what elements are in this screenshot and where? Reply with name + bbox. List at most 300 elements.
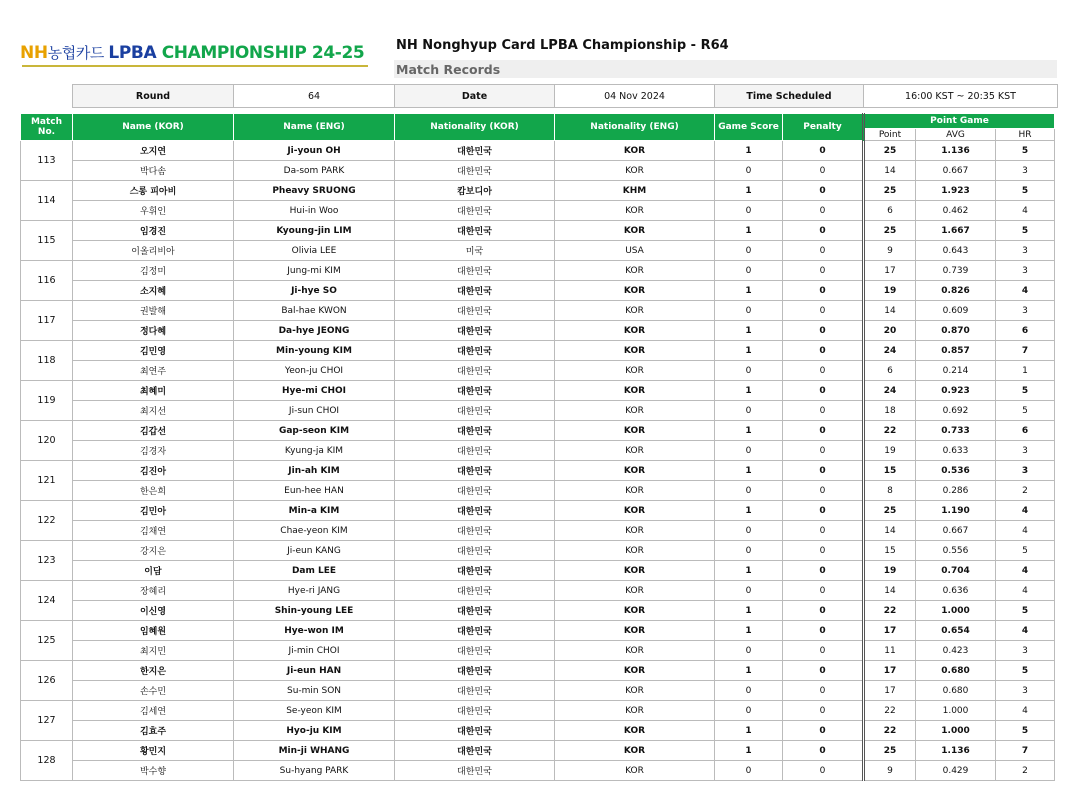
game-score: 1 xyxy=(715,181,783,201)
point: 15 xyxy=(864,461,916,481)
nationality-eng: KOR xyxy=(555,721,715,741)
table-row xyxy=(21,401,1055,421)
point: 20 xyxy=(864,321,916,341)
table-row xyxy=(21,541,1055,561)
penalty: 0 xyxy=(783,261,864,281)
penalty: 0 xyxy=(783,321,864,341)
player-name-kor: 박수향 xyxy=(73,761,234,781)
nationality-eng: KOR xyxy=(555,381,715,401)
penalty: 0 xyxy=(783,661,864,681)
point: 14 xyxy=(864,161,916,181)
player-name-eng: Gap-seon KIM xyxy=(234,421,395,441)
player-name-eng: Ji-sun CHOI xyxy=(234,401,395,421)
point: 17 xyxy=(864,261,916,281)
table-row xyxy=(21,161,1055,181)
nationality-kor: 대한민국 xyxy=(395,221,555,241)
player-name-eng: Dam LEE xyxy=(234,561,395,581)
col-hr: HR xyxy=(996,129,1055,141)
table-row xyxy=(21,321,1055,341)
high-run: 4 xyxy=(996,281,1055,301)
nationality-eng: KOR xyxy=(555,141,715,161)
player-name-kor: 오지연 xyxy=(73,141,234,161)
game-score: 0 xyxy=(715,681,783,701)
penalty: 0 xyxy=(783,361,864,381)
player-name-eng: Da-som PARK xyxy=(234,161,395,181)
match-rows xyxy=(21,141,1055,781)
nationality-eng: KHM xyxy=(555,181,715,201)
nationality-kor: 캄보디아 xyxy=(395,181,555,201)
player-name-kor: 김진아 xyxy=(73,461,234,481)
high-run: 2 xyxy=(996,761,1055,781)
nationality-kor: 대한민국 xyxy=(395,501,555,521)
nationality-kor: 대한민국 xyxy=(395,401,555,421)
match-number: 124 xyxy=(21,581,73,621)
player-name-eng: Ji-eun KANG xyxy=(234,541,395,561)
player-name-eng: Kyoung-jin LIM xyxy=(234,221,395,241)
penalty: 0 xyxy=(783,401,864,421)
player-name-kor: 이담 xyxy=(73,561,234,581)
nationality-kor: 대한민국 xyxy=(395,481,555,501)
nationality-eng: KOR xyxy=(555,741,715,761)
game-score: 0 xyxy=(715,441,783,461)
penalty: 0 xyxy=(783,341,864,361)
penalty: 0 xyxy=(783,141,864,161)
game-score: 1 xyxy=(715,341,783,361)
nationality-eng: KOR xyxy=(555,541,715,561)
high-run: 4 xyxy=(996,561,1055,581)
high-run: 3 xyxy=(996,161,1055,181)
nationality-eng: KOR xyxy=(555,521,715,541)
table-row xyxy=(21,241,1055,261)
high-run: 5 xyxy=(996,601,1055,621)
match-number: 127 xyxy=(21,701,73,741)
avg: 0.636 xyxy=(916,581,996,601)
match-number: 120 xyxy=(21,421,73,461)
match-number: 126 xyxy=(21,661,73,701)
nationality-kor: 대한민국 xyxy=(395,341,555,361)
nationality-eng: KOR xyxy=(555,661,715,681)
game-score: 0 xyxy=(715,581,783,601)
nationality-kor: 대한민국 xyxy=(395,621,555,641)
nationality-kor: 대한민국 xyxy=(395,761,555,781)
table-row xyxy=(21,521,1055,541)
round-label: Round xyxy=(73,85,234,108)
point: 6 xyxy=(864,361,916,381)
table-row xyxy=(21,181,1055,201)
point: 17 xyxy=(864,661,916,681)
player-name-eng: Eun-hee HAN xyxy=(234,481,395,501)
player-name-kor: 김정미 xyxy=(73,261,234,281)
nationality-eng: KOR xyxy=(555,421,715,441)
player-name-eng: Min-ji WHANG xyxy=(234,741,395,761)
point: 14 xyxy=(864,521,916,541)
player-name-kor: 이신영 xyxy=(73,601,234,621)
avg: 0.667 xyxy=(916,521,996,541)
player-name-kor: 최지민 xyxy=(73,641,234,661)
nationality-kor: 대한민국 xyxy=(395,201,555,221)
nationality-kor: 대한민국 xyxy=(395,461,555,481)
avg: 0.429 xyxy=(916,761,996,781)
game-score: 1 xyxy=(715,741,783,761)
player-name-kor: 손수민 xyxy=(73,681,234,701)
table-row xyxy=(21,201,1055,221)
nationality-kor: 대한민국 xyxy=(395,701,555,721)
penalty: 0 xyxy=(783,281,864,301)
logo-underline xyxy=(22,65,368,67)
table-row xyxy=(21,621,1055,641)
avg: 1.136 xyxy=(916,741,996,761)
nationality-kor: 대한민국 xyxy=(395,541,555,561)
player-name-kor: 장혜리 xyxy=(73,581,234,601)
nationality-kor: 대한민국 xyxy=(395,261,555,281)
game-score: 1 xyxy=(715,281,783,301)
penalty: 0 xyxy=(783,761,864,781)
player-name-eng: Kyung-ja KIM xyxy=(234,441,395,461)
player-name-eng: Hui-in Woo xyxy=(234,201,395,221)
avg: 1.000 xyxy=(916,701,996,721)
table-row xyxy=(21,441,1055,461)
table-row xyxy=(21,681,1055,701)
player-name-kor: 한은희 xyxy=(73,481,234,501)
player-name-kor: 김경자 xyxy=(73,441,234,461)
penalty: 0 xyxy=(783,461,864,481)
date-label: Date xyxy=(395,85,555,108)
nationality-eng: KOR xyxy=(555,601,715,621)
avg: 0.423 xyxy=(916,641,996,661)
player-name-kor: 임경진 xyxy=(73,221,234,241)
nationality-kor: 대한민국 xyxy=(395,321,555,341)
logo-championship: CHAMPIONSHIP 24-25 xyxy=(161,43,365,63)
avg: 1.923 xyxy=(916,181,996,201)
logo-nh: NH xyxy=(20,43,48,63)
player-name-eng: Su-min SON xyxy=(234,681,395,701)
penalty: 0 xyxy=(783,701,864,721)
high-run: 7 xyxy=(996,341,1055,361)
point: 6 xyxy=(864,201,916,221)
point: 25 xyxy=(864,741,916,761)
nationality-eng: KOR xyxy=(555,361,715,381)
col-point: Point xyxy=(864,129,916,141)
match-number: 118 xyxy=(21,341,73,381)
table-row xyxy=(21,741,1055,761)
player-name-eng: Min-a KIM xyxy=(234,501,395,521)
avg: 0.654 xyxy=(916,621,996,641)
nationality-kor: 대한민국 xyxy=(395,721,555,741)
nationality-eng: KOR xyxy=(555,401,715,421)
point: 17 xyxy=(864,681,916,701)
penalty: 0 xyxy=(783,481,864,501)
penalty: 0 xyxy=(783,501,864,521)
nationality-kor: 대한민국 xyxy=(395,561,555,581)
point: 19 xyxy=(864,561,916,581)
nationality-kor: 대한민국 xyxy=(395,521,555,541)
col-name-kor: Name (KOR) xyxy=(73,114,234,141)
match-number: 123 xyxy=(21,541,73,581)
point: 22 xyxy=(864,701,916,721)
player-name-eng: Se-yeon KIM xyxy=(234,701,395,721)
nationality-eng: KOR xyxy=(555,341,715,361)
high-run: 5 xyxy=(996,721,1055,741)
match-number: 122 xyxy=(21,501,73,541)
time-label: Time Scheduled xyxy=(715,85,864,108)
high-run: 4 xyxy=(996,701,1055,721)
game-score: 1 xyxy=(715,381,783,401)
avg: 0.462 xyxy=(916,201,996,221)
avg: 0.733 xyxy=(916,421,996,441)
penalty: 0 xyxy=(783,681,864,701)
player-name-eng: Ji-hye SO xyxy=(234,281,395,301)
high-run: 1 xyxy=(996,361,1055,381)
table-row xyxy=(21,261,1055,281)
nationality-eng: KOR xyxy=(555,441,715,461)
high-run: 4 xyxy=(996,201,1055,221)
nationality-eng: KOR xyxy=(555,621,715,641)
col-name-eng: Name (ENG) xyxy=(234,114,395,141)
avg: 1.190 xyxy=(916,501,996,521)
avg: 0.680 xyxy=(916,661,996,681)
player-name-kor: 스롱 피아비 xyxy=(73,181,234,201)
nationality-kor: 대한민국 xyxy=(395,281,555,301)
point: 15 xyxy=(864,541,916,561)
game-score: 0 xyxy=(715,361,783,381)
match-number: 117 xyxy=(21,301,73,341)
avg: 0.536 xyxy=(916,461,996,481)
avg: 0.692 xyxy=(916,401,996,421)
penalty: 0 xyxy=(783,301,864,321)
nationality-kor: 대한민국 xyxy=(395,421,555,441)
player-name-eng: Pheavy SRUONG xyxy=(234,181,395,201)
penalty: 0 xyxy=(783,541,864,561)
nationality-kor: 대한민국 xyxy=(395,381,555,401)
player-name-kor: 황민지 xyxy=(73,741,234,761)
high-run: 6 xyxy=(996,421,1055,441)
round-value: 64 xyxy=(234,85,395,108)
high-run: 5 xyxy=(996,541,1055,561)
player-name-kor: 최지선 xyxy=(73,401,234,421)
table-row xyxy=(21,341,1055,361)
point: 14 xyxy=(864,581,916,601)
point: 25 xyxy=(864,501,916,521)
penalty: 0 xyxy=(783,621,864,641)
player-name-eng: Su-hyang PARK xyxy=(234,761,395,781)
high-run: 3 xyxy=(996,261,1055,281)
match-number: 113 xyxy=(21,141,73,181)
player-name-eng: Yeon-ju CHOI xyxy=(234,361,395,381)
high-run: 5 xyxy=(996,221,1055,241)
game-score: 0 xyxy=(715,161,783,181)
player-name-eng: Hye-mi CHOI xyxy=(234,381,395,401)
high-run: 5 xyxy=(996,381,1055,401)
player-name-kor: 김갑선 xyxy=(73,421,234,441)
point: 22 xyxy=(864,601,916,621)
game-score: 1 xyxy=(715,621,783,641)
penalty: 0 xyxy=(783,381,864,401)
point: 14 xyxy=(864,301,916,321)
col-nationality-kor: Nationality (KOR) xyxy=(395,114,555,141)
table-row xyxy=(21,561,1055,581)
match-records-table xyxy=(20,113,1055,781)
high-run: 7 xyxy=(996,741,1055,761)
player-name-kor: 최연주 xyxy=(73,361,234,381)
player-name-kor: 김민아 xyxy=(73,501,234,521)
player-name-eng: Hye-ri JANG xyxy=(234,581,395,601)
player-name-kor: 김채연 xyxy=(73,521,234,541)
nationality-eng: KOR xyxy=(555,641,715,661)
nationality-eng: KOR xyxy=(555,321,715,341)
penalty: 0 xyxy=(783,561,864,581)
player-name-kor: 강지은 xyxy=(73,541,234,561)
point: 8 xyxy=(864,481,916,501)
table-row xyxy=(21,301,1055,321)
match-number: 128 xyxy=(21,741,73,781)
player-name-eng: Hye-won IM xyxy=(234,621,395,641)
table-row xyxy=(21,581,1055,601)
match-number: 119 xyxy=(21,381,73,421)
avg: 1.667 xyxy=(916,221,996,241)
table-row xyxy=(21,601,1055,621)
player-name-kor: 김세연 xyxy=(73,701,234,721)
point: 9 xyxy=(864,761,916,781)
penalty: 0 xyxy=(783,161,864,181)
point: 9 xyxy=(864,241,916,261)
round-info-table xyxy=(72,84,1058,108)
nationality-kor: 대한민국 xyxy=(395,601,555,621)
nationality-eng: KOR xyxy=(555,201,715,221)
nationality-eng: KOR xyxy=(555,301,715,321)
avg: 0.609 xyxy=(916,301,996,321)
avg: 0.643 xyxy=(916,241,996,261)
penalty: 0 xyxy=(783,421,864,441)
player-name-eng: Olivia LEE xyxy=(234,241,395,261)
game-score: 1 xyxy=(715,321,783,341)
high-run: 3 xyxy=(996,241,1055,261)
player-name-eng: Jin-ah KIM xyxy=(234,461,395,481)
penalty: 0 xyxy=(783,521,864,541)
penalty: 0 xyxy=(783,721,864,741)
table-row xyxy=(21,701,1055,721)
high-run: 5 xyxy=(996,661,1055,681)
player-name-kor: 이올리비아 xyxy=(73,241,234,261)
player-name-eng: Min-young KIM xyxy=(234,341,395,361)
avg: 1.000 xyxy=(916,721,996,741)
nationality-eng: USA xyxy=(555,241,715,261)
nationality-kor: 대한민국 xyxy=(395,741,555,761)
high-run: 4 xyxy=(996,581,1055,601)
high-run: 2 xyxy=(996,481,1055,501)
nationality-kor: 대한민국 xyxy=(395,581,555,601)
point: 19 xyxy=(864,441,916,461)
game-score: 0 xyxy=(715,261,783,281)
nationality-kor: 대한민국 xyxy=(395,301,555,321)
game-score: 1 xyxy=(715,561,783,581)
game-score: 1 xyxy=(715,421,783,441)
point: 18 xyxy=(864,401,916,421)
avg: 0.826 xyxy=(916,281,996,301)
col-nationality-eng: Nationality (ENG) xyxy=(555,114,715,141)
avg: 0.556 xyxy=(916,541,996,561)
game-score: 1 xyxy=(715,221,783,241)
avg: 0.704 xyxy=(916,561,996,581)
match-number: 114 xyxy=(21,181,73,221)
high-run: 5 xyxy=(996,181,1055,201)
point: 25 xyxy=(864,141,916,161)
player-name-eng: Da-hye JEONG xyxy=(234,321,395,341)
logo-lpba: LPBA xyxy=(108,43,162,63)
table-row xyxy=(21,721,1055,741)
player-name-eng: Ji-eun HAN xyxy=(234,661,395,681)
game-score: 0 xyxy=(715,641,783,661)
game-score: 0 xyxy=(715,521,783,541)
nationality-kor: 대한민국 xyxy=(395,161,555,181)
player-name-eng: Hyo-ju KIM xyxy=(234,721,395,741)
date-value: 04 Nov 2024 xyxy=(555,85,715,108)
avg: 0.923 xyxy=(916,381,996,401)
penalty: 0 xyxy=(783,741,864,761)
high-run: 6 xyxy=(996,321,1055,341)
table-row xyxy=(21,141,1055,161)
nationality-eng: KOR xyxy=(555,261,715,281)
game-score: 0 xyxy=(715,241,783,261)
nationality-eng: KOR xyxy=(555,701,715,721)
player-name-eng: Ji-youn OH xyxy=(234,141,395,161)
nationality-eng: KOR xyxy=(555,221,715,241)
player-name-kor: 박다솜 xyxy=(73,161,234,181)
high-run: 4 xyxy=(996,521,1055,541)
player-name-eng: Ji-min CHOI xyxy=(234,641,395,661)
point: 25 xyxy=(864,221,916,241)
point: 19 xyxy=(864,281,916,301)
point: 25 xyxy=(864,181,916,201)
nationality-kor: 대한민국 xyxy=(395,441,555,461)
game-score: 0 xyxy=(715,481,783,501)
table-row xyxy=(21,381,1055,401)
point: 24 xyxy=(864,381,916,401)
nationality-kor: 대한민국 xyxy=(395,141,555,161)
high-run: 3 xyxy=(996,301,1055,321)
player-name-kor: 김효주 xyxy=(73,721,234,741)
nationality-kor: 미국 xyxy=(395,241,555,261)
nationality-eng: KOR xyxy=(555,761,715,781)
high-run: 5 xyxy=(996,401,1055,421)
game-score: 1 xyxy=(715,501,783,521)
high-run: 4 xyxy=(996,501,1055,521)
avg: 0.214 xyxy=(916,361,996,381)
avg: 0.870 xyxy=(916,321,996,341)
player-name-kor: 정다혜 xyxy=(73,321,234,341)
table-row xyxy=(21,641,1055,661)
penalty: 0 xyxy=(783,221,864,241)
avg: 1.136 xyxy=(916,141,996,161)
nationality-eng: KOR xyxy=(555,461,715,481)
table-row xyxy=(21,221,1055,241)
time-value: 16:00 KST ~ 20:35 KST xyxy=(864,85,1058,108)
avg: 0.857 xyxy=(916,341,996,361)
avg: 0.286 xyxy=(916,481,996,501)
avg: 0.680 xyxy=(916,681,996,701)
nationality-eng: KOR xyxy=(555,561,715,581)
table-row xyxy=(21,361,1055,381)
col-match-no: Match No. xyxy=(21,114,73,141)
penalty: 0 xyxy=(783,601,864,621)
game-score: 0 xyxy=(715,401,783,421)
player-name-eng: Chae-yeon KIM xyxy=(234,521,395,541)
game-score: 0 xyxy=(715,201,783,221)
penalty: 0 xyxy=(783,201,864,221)
match-number: 115 xyxy=(21,221,73,261)
table-row xyxy=(21,481,1055,501)
nationality-kor: 대한민국 xyxy=(395,361,555,381)
game-score: 0 xyxy=(715,701,783,721)
